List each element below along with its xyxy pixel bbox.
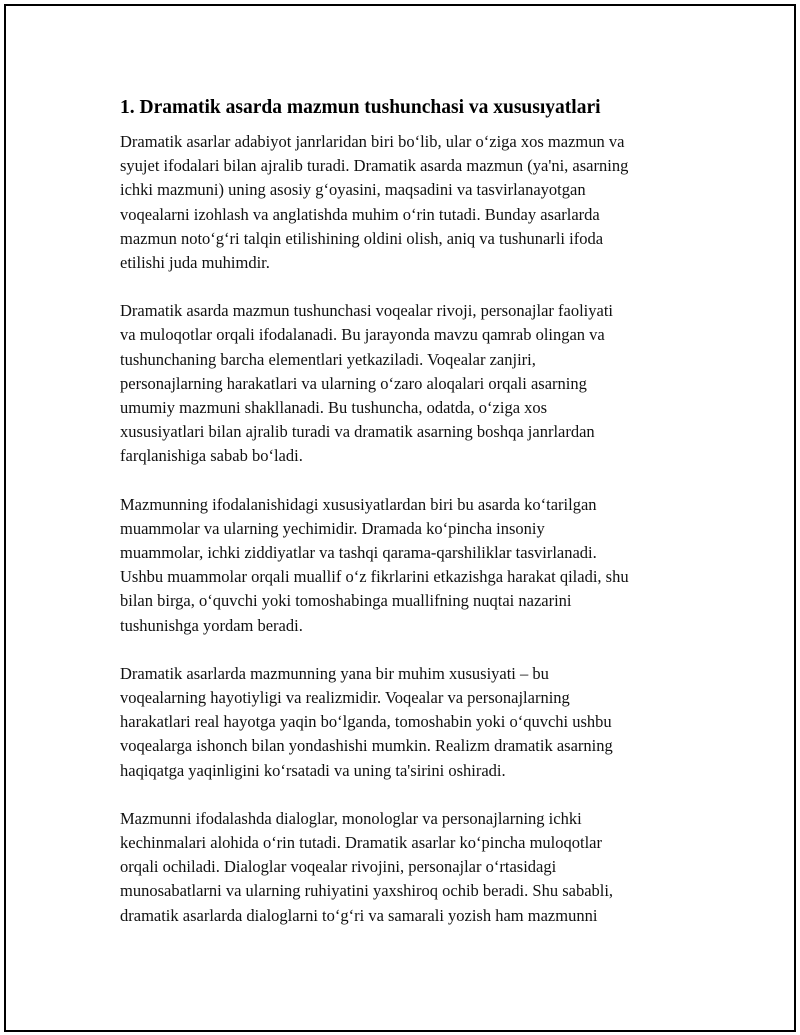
text-line: voqealarni izohlash va anglatishda muhim o‘rin tutadi. Bunday asarlarda [120,204,600,224]
text-line: personajlarning harakatlari va ularning o‘zaro aloqalari orqali asarning [120,373,587,393]
text-line: farqlanishiga sabab bo‘ladi. [120,446,303,466]
text-line: muammolar va ularning yechimidir. Dramada ko‘pincha insoniy [120,518,545,538]
document-body [120,96,690,952]
paragraph-4 [120,662,690,783]
text-line: Dramatik asarlar adabiyot janrlaridan biri bo‘lib, ular o‘ziga xos mazmun va [120,132,625,151]
text-line: voqealarga ishonch bilan yondashishi mumkin. Realizm dramatik asarning [120,736,613,756]
text-line: Ushbu muammolar orqali muallif o‘z fikrlarini etkazishga harakat qiladi, shu [120,567,629,587]
paragraph-5 [120,807,690,928]
text-line: tushunchaning barcha elementlari yetkaziladi. Voqealar zanjiri, [120,349,536,369]
paragraph-1 [120,130,690,275]
text-line: orqali ochiladi. Dialoglar voqealar rivojini, personajlar o‘rtasidagi [120,857,557,877]
text-line: haqiqatga yaqinligini ko‘rsatadi va uning ta'sirini oshiradi. [120,760,506,780]
text-line: etilishi juda muhimdir. [120,253,270,273]
text-line: xususiyatlari bilan ajralib turadi va dramatik asarning boshqa janrlardan [120,422,595,442]
text-line: voqealarning hayotiyligi va realizmidir. Voqealar va personajlarning [120,688,570,708]
text-line: va muloqotlar orqali ifodalanadi. Bu jarayonda mavzu qamrab olingan va [120,325,605,345]
paragraph-2 [120,299,690,468]
text-line: muammolar, ichki ziddiyatlar va tashqi qarama-qarshiliklar tasvirlanadi. [120,543,597,563]
text-line: dramatik asarlarda dialoglarni to‘g‘ri va samarali yozish ham mazmunni [120,905,598,925]
text-line: Dramatik asarda mazmun tushunchasi voqealar rivoji, personajlar faoliyati [120,301,613,321]
text-line: ichki mazmuni) uning asosiy g‘oyasini, maqsadini va tasvirlanayotgan [120,180,586,200]
text-line: mazmun noto‘g‘ri talqin etilishining oldini olish, aniq va tushunarli ifoda [120,228,604,248]
text-line: Mazmunning ifodalanishidagi xususiyatlardan biri bu asarda ko‘tarilgan [120,494,597,514]
text-line: tushunishga yordam beradi. [120,615,303,635]
paragraph-3 [120,493,690,638]
page-frame [4,4,796,1032]
text-line: umumiy mazmuni shakllanadi. Bu tushuncha, odatda, o‘ziga xos [120,398,548,418]
text-line: Mazmunni ifodalashda dialoglar, monologlar va personajlarning ichki [120,808,582,828]
section-heading: 1. Dramatik asarda mazmun tushunchasi va xususıyatlari [120,97,601,118]
text-line: bilan birga, o‘quvchi yoki tomoshabinga muallifning nuqtai nazarini [120,591,572,611]
text-line: Dramatik asarlarda mazmunning yana bir muhim xususiyati – bu [120,663,549,683]
text-line: munosabatlarni va ularning ruhiyatini yaxshiroq ochib beradi. Shu sababli, [120,881,614,901]
text-line: kechinmalari alohida o‘rin tutadi. Dramatik asarlar ko‘pincha muloqotlar [120,833,602,853]
text-line: harakatlari real hayotga yaqin bo‘lganda, tomoshabin yoki o‘quvchi ushbu [120,712,612,732]
text-line: syujet ifodalari bilan ajralib turadi. Dramatik asarda mazmun (ya'ni, asarning [120,156,629,176]
